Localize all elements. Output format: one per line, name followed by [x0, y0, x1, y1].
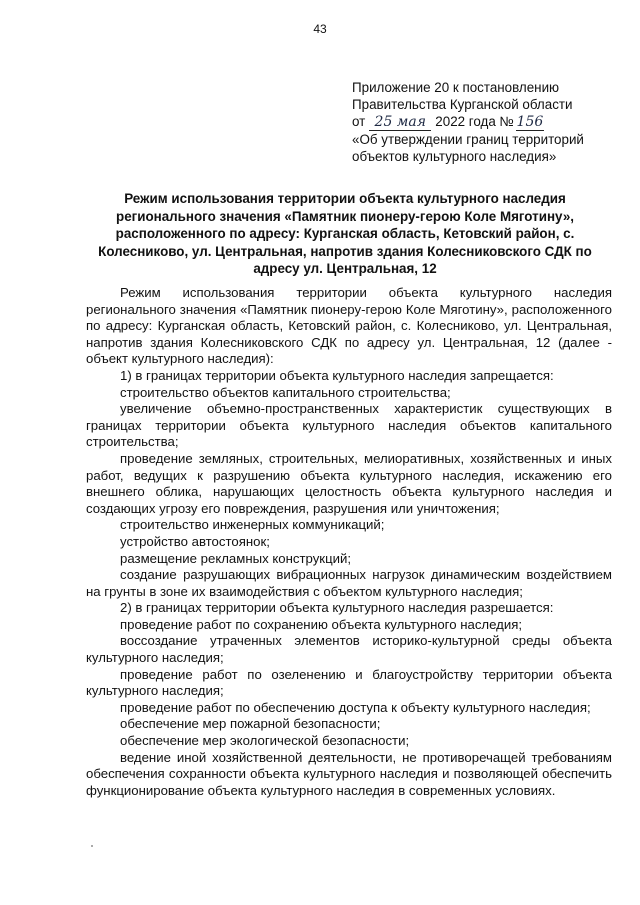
appendix-line-2: Правительства Курганской области [352, 97, 573, 112]
appendix-line-4: «Об утверждении границ территорий [352, 132, 584, 147]
appendix-date-line [352, 113, 622, 131]
list-item: размещение рекламных конструкций; [120, 550, 352, 566]
list-item: проведение земляных, строительных, мелиоративных, хозяйственных и иных работ, ведущих к разрушению объекта культурного наследия, искажению его внешнего облика, нарушающих целостность объекта культурного наследия и создающих угрозу его повреждения, разрушения или уничтожения; [86, 450, 612, 516]
list-item: строительство инженерных коммуникаций; [120, 517, 385, 533]
paragraph-intro: Режим использования территории объекта культурного наследия регионального значения «Памятник пионеру-герою Коле Мяготину», расположенного по адресу: Курганская область, Кетовский район, с. Колесниково, ул. Центральная, напротив здания Колесниковского СДК по адресу ул. Центральная, 12 (далее - объект культурного наследия): [86, 285, 612, 367]
appendix-line-5: объектов культурного наследия» [352, 149, 557, 164]
handwritten-date: 25 мая [369, 115, 431, 131]
appendix-line-1: Приложение 20 к постановлению [352, 80, 560, 95]
paragraph-permitted-heading: 2) в границах территории объекта культурного наследия разрешается: [120, 600, 554, 616]
page-number: 43 [313, 22, 327, 36]
list-item: проведение работ по сохранению объекта культурного наследия; [120, 616, 523, 632]
date-year: 2022 года № [435, 114, 514, 129]
list-item: обеспечение мер экологической безопасности; [120, 733, 410, 749]
list-item: создание разрушающих вибрационных нагрузок динамическим воздействием на грунты в зоне их взаимодействия с объектом культурного наследия; [86, 567, 612, 599]
scan-speck [91, 845, 93, 847]
list-item: увеличение объемно-пространственных характеристик существующих в границах территории объекта культурного наследия объектов капитального строительства; [86, 401, 612, 450]
handwritten-number: 156 [516, 114, 544, 130]
document-title: Режим использования территории объекта культурного наследия регионального значения «Памятник пионеру-герою Коле Мяготину», расположенного по адресу: Курганская область, Кетовский район, с. Колесниково, ул. Центральная, напротив здания Колесниковского СДК по адресу ул. Центральная, 12 [98, 191, 592, 277]
list-item: ведение иной хозяйственной деятельности, не противоречащей требованиям обеспечения сохранности объекта культурного наследия и позволяющей обеспечить функционирование объекта культурного наследия в современных условиях. [86, 749, 612, 798]
list-item: проведение работ по обеспечению доступа к объекту культурного наследия; [120, 699, 591, 715]
appendix-header [352, 79, 622, 165]
list-item: воссоздание утраченных элементов историко-культурной среды объекта культурного наследия; [86, 633, 612, 666]
paragraph-prohibited-heading: 1) в границах территории объекта культурного наследия запрещается: [120, 367, 554, 383]
list-item: проведение работ по озеленению и благоустройству территории объекта культурного наследия; [86, 666, 612, 699]
date-prefix: от [352, 114, 366, 129]
list-item: обеспечение мер пожарной безопасности; [120, 716, 381, 732]
list-item: строительство объектов капитального строительства; [120, 384, 451, 400]
list-item: устройство автостоянок; [120, 533, 270, 549]
document-body [86, 285, 612, 799]
